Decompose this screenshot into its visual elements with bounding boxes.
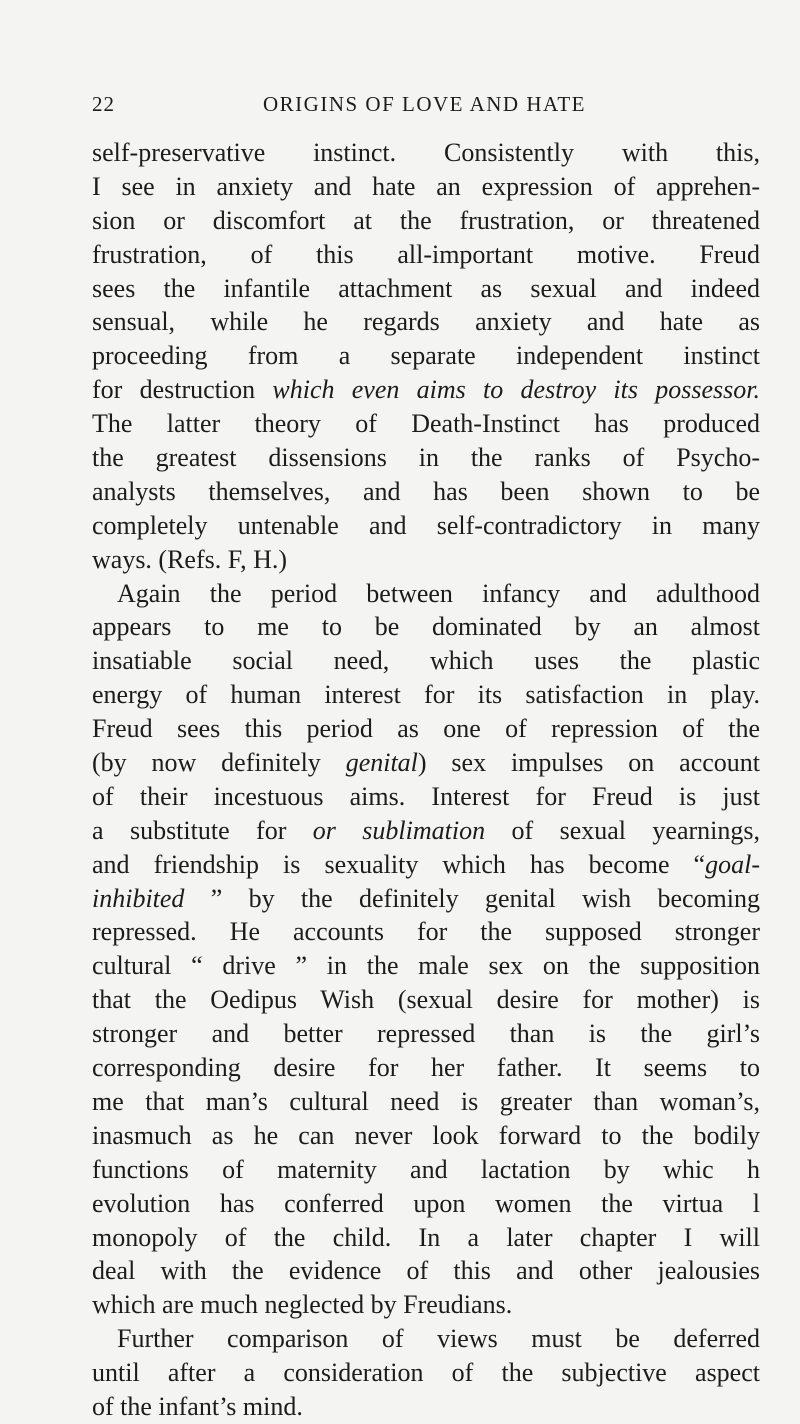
line-text: stronger and better repressed than is the girl’s (92, 1019, 760, 1049)
text-line (92, 712, 760, 746)
text-line (92, 1017, 760, 1051)
line-text: Further comparison of views must be deferred (117, 1324, 760, 1354)
line-text: inasmuch as he can never look forward to the bodily (92, 1120, 760, 1150)
text-line (92, 509, 760, 543)
text-line (92, 1051, 760, 1085)
line-text: repressed. He accounts for the supposed stronger (92, 917, 760, 947)
text-line (92, 475, 760, 509)
line-text: (by now definitely (92, 748, 346, 778)
line-text: Freud sees this period as one of repression of the (92, 714, 760, 744)
text-line (92, 1187, 760, 1221)
running-head: ORIGINS OF LOVE AND HATE (263, 92, 586, 116)
line-text: me that man’s cultural need is greater than woman’s, (92, 1086, 760, 1116)
text-line (92, 305, 760, 339)
line-text: frustration, of this all-important motive. Freud (92, 239, 760, 269)
text-line (92, 238, 760, 272)
line-text: which are much neglected by Freudians. (92, 1290, 513, 1320)
line-text: insatiable social need, which uses the plastic (92, 646, 760, 676)
line-text: of their incestuous aims. Interest for Freud is just (92, 781, 760, 811)
line-text: proceeding from a separate independent instinct (92, 341, 760, 371)
line-text: of sexual yearnings, (485, 815, 760, 845)
italic-text: goal- (705, 849, 760, 879)
line-text: corresponding desire for her father. It seems to (92, 1053, 760, 1083)
line-text: analysts themselves, and has been shown to be (92, 476, 760, 506)
text-line (92, 882, 760, 916)
text-line (92, 1153, 760, 1187)
text-line (92, 136, 760, 170)
line-text: ) sex impulses on account (417, 748, 760, 778)
line-text: functions of maternity and lactation by whic h (92, 1154, 760, 1184)
line-text: appears to me to be dominated by an almost (92, 612, 760, 642)
line-text: sees the infantile attachment as sexual and indeed (92, 273, 760, 303)
line-text: Again the period between infancy and adulthood (117, 578, 760, 608)
text-line (92, 1390, 760, 1424)
page-header (92, 92, 757, 122)
text-line (92, 848, 760, 882)
italic-text: inhibited (92, 883, 185, 913)
line-text: cultural “ drive ” in the male sex on the supposition (92, 951, 760, 981)
text-line (92, 543, 760, 577)
text-line (92, 407, 760, 441)
line-text: energy of human interest for its satisfaction in play. (92, 680, 760, 710)
line-text: ways. (Refs. F, H.) (92, 544, 288, 574)
text-line (92, 1119, 760, 1153)
line-text: The latter theory of Death-Instinct has produced (92, 409, 760, 439)
text-line (92, 339, 760, 373)
page-number: 22 (92, 92, 115, 116)
line-text: self-preservative instinct. Consistently with this, (92, 138, 760, 167)
text-line (92, 170, 760, 204)
text-line (92, 610, 760, 644)
line-text: and friendship is sexuality which has become “ (92, 849, 706, 879)
line-text: sion or discomfort at the frustration, or threatened (92, 205, 760, 235)
line-text: a substitute for (92, 815, 313, 845)
text-line (92, 780, 760, 814)
line-text: evolution has conferred upon women the virtua l (92, 1188, 760, 1218)
text-line (92, 915, 760, 949)
line-text: deal with the evidence of this and other jealousies (92, 1256, 760, 1286)
text-line (92, 272, 760, 306)
line-text: until after a consideration of the subjective aspect (92, 1358, 760, 1388)
text-line (92, 1254, 760, 1288)
text-line (92, 814, 760, 848)
body-text (92, 136, 760, 1424)
line-text: that the Oedipus Wish (sexual desire for mother) is (92, 985, 760, 1015)
text-line (92, 678, 760, 712)
text-line (92, 1322, 760, 1356)
text-line (92, 577, 760, 611)
line-text: ” by the definitely genital wish becoming (184, 883, 760, 913)
line-text: completely untenable and self-contradictory in many (92, 510, 760, 540)
line-text: monopoly of the child. In a later chapter I will (92, 1222, 760, 1252)
text-line (92, 949, 760, 983)
line-text: for destruction (92, 375, 273, 405)
text-line (92, 441, 760, 475)
text-line (92, 373, 760, 407)
line-text: sensual, while he regards anxiety and hate as (92, 307, 760, 337)
text-line (92, 204, 760, 238)
text-line (92, 1356, 760, 1390)
line-text: I see in anxiety and hate an expression of apprehen- (92, 171, 760, 201)
line-text: of the infant’s mind. (92, 1391, 303, 1421)
text-line (92, 1221, 760, 1255)
italic-text: genital (345, 748, 418, 778)
italic-text: which even aims to destroy its possessor. (272, 375, 760, 405)
italic-text: or sublimation (312, 815, 486, 845)
text-line (92, 644, 760, 678)
text-line (92, 1288, 760, 1322)
text-line (92, 746, 760, 780)
text-line (92, 1085, 760, 1119)
text-line (92, 983, 760, 1017)
line-text: the greatest dissensions in the ranks of Psycho- (92, 443, 760, 473)
